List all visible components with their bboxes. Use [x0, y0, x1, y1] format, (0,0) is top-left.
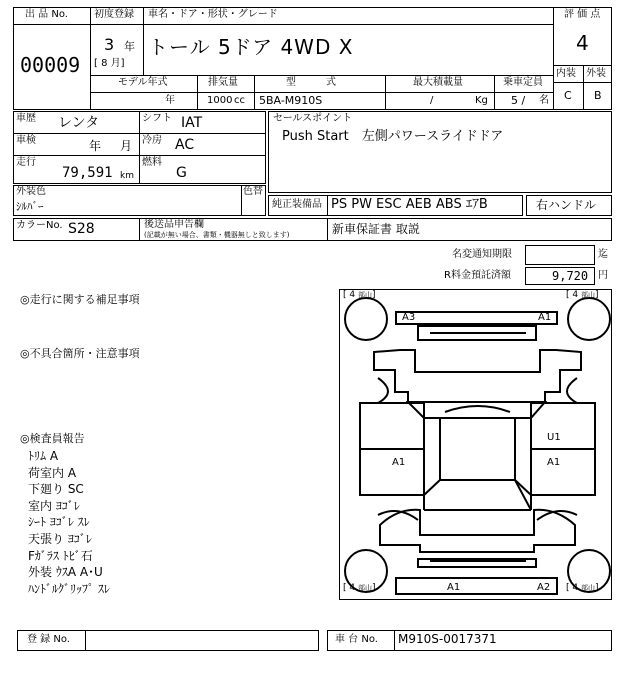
exterior-grade: B: [594, 89, 602, 102]
name-change-unit: 迄: [598, 249, 608, 260]
capacity-unit: 名: [539, 95, 549, 106]
inspector-item: 荷室内 A: [28, 465, 77, 480]
capacity-label: 乗車定員: [503, 77, 543, 88]
inspection-year: 年: [89, 139, 102, 153]
chassis-value: M910S-0017371: [398, 632, 497, 646]
max-load-value: /: [430, 95, 434, 106]
mileage-unit: km: [120, 171, 134, 181]
interior-label: 内装: [556, 68, 576, 79]
defects-label: ◎不具合箇所・注意事項: [20, 347, 140, 360]
tire-br-label: [ 4 部山]: [566, 583, 599, 593]
ext-color-label: 外装色: [16, 186, 46, 197]
first-reg-month: [ 8 月]: [94, 58, 125, 69]
ext-color-value: ｼﾙﾊﾞｰ: [16, 200, 44, 213]
inspector-item: ｼｰﾄ ﾖｺﾞﾚ ｽﾚ: [28, 515, 90, 530]
inspector-item: 室内 ﾖｺﾞﾚ: [28, 498, 80, 513]
sales-point-value: Push Start 左側パワースライドドア: [282, 129, 504, 144]
fuel-label: 燃料: [142, 157, 162, 168]
damage-door-right-upper: U1: [547, 432, 561, 443]
score-value: 4: [576, 31, 589, 55]
handle-value: 右ハンドル: [536, 198, 597, 212]
lot-number: 00009: [20, 53, 81, 77]
history-label: 車歴: [16, 113, 36, 124]
inspector-item: ﾄﾘﾑ A: [28, 449, 59, 463]
color-docs-row: [13, 218, 612, 241]
tire-bl-label: [ 4 部山]: [343, 583, 376, 593]
inspector-label: ◎検査員報告: [20, 432, 85, 445]
ac-label: 冷房: [142, 135, 162, 146]
damage-rear-center: A1: [447, 582, 461, 593]
name-change-label: 名変通知期限: [452, 249, 512, 260]
recycle-label: R料金預託済額: [444, 270, 511, 281]
ac-value: AC: [175, 137, 195, 153]
recycle-unit: 円: [598, 270, 608, 281]
color-change-label: 色替: [243, 186, 263, 197]
tire-tr-label: [ 4 部山]: [566, 290, 599, 300]
ext-color-box: [13, 185, 266, 216]
damage-rear-right: A2: [537, 582, 551, 593]
first-reg-year-unit: 年: [124, 40, 135, 53]
model-year-label: モデル年式: [118, 77, 168, 88]
shift-value: IAT: [181, 115, 203, 131]
mileage-value: 79,591: [62, 165, 113, 181]
first-reg-label: 初度登録: [94, 9, 134, 20]
inspector-item: 天張り ﾖｺﾞﾚ: [28, 531, 92, 546]
docs-label: 後送品申告欄: [144, 219, 204, 230]
inspection-month: 月: [120, 139, 133, 153]
car-diagram: [339, 289, 612, 600]
fuel-value: G: [176, 165, 187, 181]
sales-point-label: セールスポイント: [273, 113, 353, 124]
reg-no-label: 登 録 No.: [27, 634, 70, 645]
name-change-field: [525, 245, 595, 265]
inspector-items: [28, 448, 110, 597]
history-value: レンタ: [58, 115, 100, 131]
tire-tl-label: [ 4 部山]: [343, 290, 376, 300]
max-load-label: 最大積載量: [413, 77, 463, 88]
model-year-unit: 年: [165, 95, 175, 106]
recycle-value: 9,720: [552, 269, 589, 283]
car-name-label: 車名・ドア・形状・グレード: [148, 9, 278, 20]
interior-grade: C: [564, 89, 572, 102]
displacement-unit: cc: [234, 95, 245, 106]
model-code-label: 型 式: [286, 77, 336, 88]
model-code-value: 5BA-M910S: [259, 94, 323, 107]
exterior-label: 外装: [586, 68, 606, 79]
docs-value: 新車保証書 取説: [332, 222, 420, 236]
car-name: トール 5ドア 4WD X: [148, 35, 354, 59]
driving-notes-label: ◎走行に関する補足事項: [20, 293, 140, 306]
shift-label: シフト: [142, 113, 172, 124]
docs-note: (記載が無い場合、書類・機器無しと致します): [144, 231, 290, 239]
color-no-value: S28: [68, 221, 95, 237]
score-label: 評 価 点: [564, 9, 601, 20]
inspector-item: 外装 ｳｽA A･U: [28, 565, 103, 580]
damage-door-right-lower: A1: [547, 457, 561, 468]
max-load-unit: Kg: [475, 95, 488, 106]
inspector-item: Fｶﾞﾗｽ ﾄﾋﾞ石: [28, 548, 93, 563]
equipment-label: 純正装備品: [272, 199, 322, 210]
equipment-value: PS PW ESC AEB ABS ｴｱB: [331, 197, 488, 212]
lot-label: 出 品 No.: [25, 9, 68, 20]
inspection-label: 車検: [16, 135, 36, 146]
color-no-label: カラーNo.: [16, 220, 63, 231]
displacement-label: 排気量: [208, 77, 238, 88]
inspector-item: 下廻り SC: [28, 482, 84, 497]
chassis-label: 車 台 No.: [335, 634, 378, 645]
displacement-value: 1000: [207, 95, 233, 106]
capacity-value: 5 /: [511, 94, 526, 107]
inspector-item: ﾊﾝﾄﾞﾙｸﾞﾘｯﾌﾟ ｽﾚ: [28, 581, 110, 596]
damage-front-left: A3: [402, 312, 416, 323]
damage-door-left: A1: [392, 457, 406, 468]
mileage-label: 走行: [16, 157, 36, 168]
first-reg-year: 3: [104, 35, 115, 54]
damage-front-right: A1: [538, 312, 552, 323]
